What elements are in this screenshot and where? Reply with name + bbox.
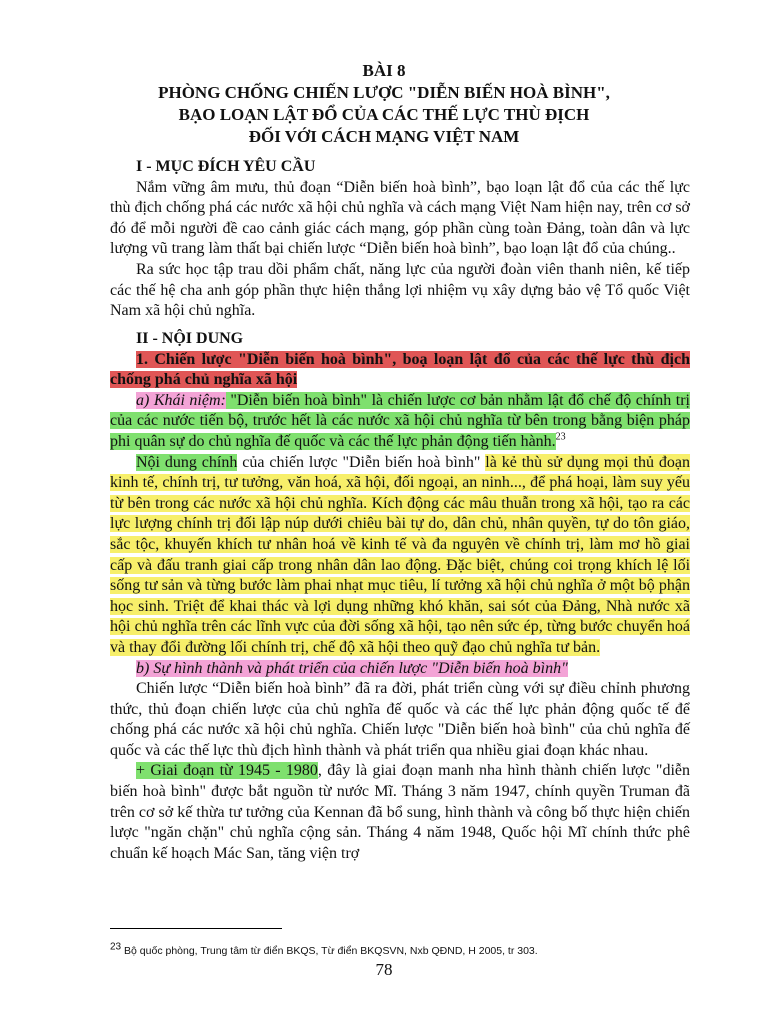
paragraph: Ra sức học tập trau dồi phẩm chất, năng lực của người đoàn viên thanh niên, kế tiếp các thế hệ cha anh góp phần thực hiện thắng lợi nhiệm vụ xây dựng bảo vệ Tổ quốc Việt Nam xã hội chủ nghĩa. bbox=[110, 260, 690, 320]
period-paragraph bbox=[110, 761, 690, 864]
section-purpose bbox=[110, 157, 690, 322]
highlighted-heading: 1. Chiến lược "Diễn biến hoà bình", boạ loạn lật đổ của các thế lực thù địch chống phá chủ nghĩa xã hội bbox=[110, 350, 690, 389]
period-label: + Giai đoạn từ 1945 - 1980 bbox=[136, 762, 318, 780]
definition-paragraph bbox=[110, 391, 690, 453]
definition-label: a) Khái niệm: bbox=[136, 391, 226, 409]
section-content bbox=[110, 329, 690, 864]
footnote-reference: 23 bbox=[555, 431, 566, 443]
main-content-paragraph bbox=[110, 453, 690, 659]
title-line-3: ĐỐI VỚI CÁCH MẠNG VIỆT NAM bbox=[248, 127, 520, 146]
main-content-text-1: là kẻ thù sử dụng mọi thủ đoạn kinh tế, chính trị, tư tưởng, văn hoá, xã hội, đối ngoại, an ninh..., để phá hoại, làm suy yếu từ bên trong các nước xã hội chủ nghĩa. Kích động các mâu thuẫn trong xã hội, tạo ra các lực lượng chính trị đối lập núp dưới chiêu bài tự do, dân chủ, nhân quyền, tự do tôn giáo, sắc tộc, khuyến khích tư nhân hoá về kinh tế và đa nguyên về chính trị, làm mơ hồ giai cấp và đấu tranh giai cấp trong nhân dân lao động. Đặc biệt, bbox=[110, 453, 690, 574]
highlighted-heading-b: b) Sự hình thành và phát triển của chiến lược "Diễn biến hoà bình" bbox=[136, 659, 568, 677]
section-heading-purpose: I - MỤC ĐÍCH YÊU CẦU bbox=[136, 158, 316, 175]
footnote-mark: 23 bbox=[110, 941, 122, 953]
footnote bbox=[110, 941, 538, 957]
main-content-text-2: chúng coi trọng khích lệ lối sống tư sản và từng bước làm phai nhạt mục tiêu, lí tưởng xã hội chủ nghĩa ở một bộ phận học sinh. Triệt để khai thác và lợi dụng những khó khăn, sai sót của Đảng, Nhà nước xã hội chủ nghĩa trên các lĩnh vực của đời sống xã hội, tạo nên sức ép, từng bước chuyển hoá và thay đổi đường lối chính trị, chế độ xã hội theo quỹ đạo chủ nghĩa tư bản. bbox=[110, 556, 691, 656]
paragraph: Nắm vững âm mưu, thủ đoạn “Diễn biến hoà bình”, bạo loạn lật đổ của các thế lực thù địch chống phá các nước xã hội chủ nghĩa và cách mạng Việt Nam hiện nay, trên cơ sở đó để mỗi người đề cao cảnh giác cách mạng, góp phần cùng toàn Đảng, toàn dân và lực lượng vũ trang làm thất bại chiến lược “Diễn biến hoà bình”, bạo loạn lật đổ của chúng.. bbox=[110, 178, 691, 258]
period-text: , đây là giai đoạn manh nha hình thành chiến lược "diễn biến hoà bình" được bắt nguồn từ nước Mĩ. Tháng 3 năm 1947, chính quyền Truman đã trên cơ sở kế thừa tư tưởng của Kennan đã bổ sung, hình thành và công bố thực hiện chiến lược "ngăn chặn" chủ nghĩa cộng sản. Tháng 4 năm 1948, Quốc hội Mĩ chính thức phê chuẩn kế hoạch Mác San, tăng viện trợ bbox=[110, 762, 690, 862]
footnote-text: Bộ quốc phòng, Trung tâm từ điển BKQS, Từ điển BKQSVN, Nxb QĐND, H 2005, tr 303. bbox=[121, 945, 538, 957]
title-line-2: BẠO LOẠN LẬT ĐỔ CỦA CÁC THẾ LỰC THÙ ĐỊCH bbox=[178, 105, 590, 124]
footnote-divider bbox=[110, 928, 282, 929]
section-heading-content: II - NỘI DUNG bbox=[136, 330, 244, 347]
paragraph: Chiến lược “Diễn biến hoà bình” đã ra đời, phát triển cùng với sự điều chỉnh phương thức, thủ đoạn chiến lược của chủ nghĩa đế quốc và các thế lực phản động quốc tế để chống phá các nước xã hội chủ nghĩa. Chiến lược "Diễn biến hoà bình" của chủ nghĩa đế quốc và các thế lực thù địch hình thành và phát triển qua nhiều giai đoạn khác nhau. bbox=[110, 680, 690, 759]
lesson-label: BÀI 8 bbox=[362, 61, 406, 80]
definition-text: "Diễn biến hoà bình" là chiến lược cơ bản nhằm lật đổ chế độ chính trị của các nước tiến bộ, trước hết là các nước xã hội chủ nghĩa từ bên trong bằng biện pháp phi quân sự do chủ nghĩa đế quốc và các thế lực phản động tiến hành. bbox=[110, 391, 690, 450]
subsection-heading bbox=[110, 350, 690, 391]
title-line-1: PHÒNG CHỐNG CHIẾN LƯỢC "DIỄN BIẾN HOÀ BÌNH", bbox=[158, 83, 610, 102]
page-number: 78 bbox=[375, 960, 393, 979]
subsection-b-heading bbox=[110, 659, 690, 680]
main-content-label: Nội dung chính bbox=[136, 453, 238, 471]
main-content-middle: của chiến lược "Diễn biến hoà bình" bbox=[237, 453, 486, 471]
title-block bbox=[0, 60, 768, 148]
